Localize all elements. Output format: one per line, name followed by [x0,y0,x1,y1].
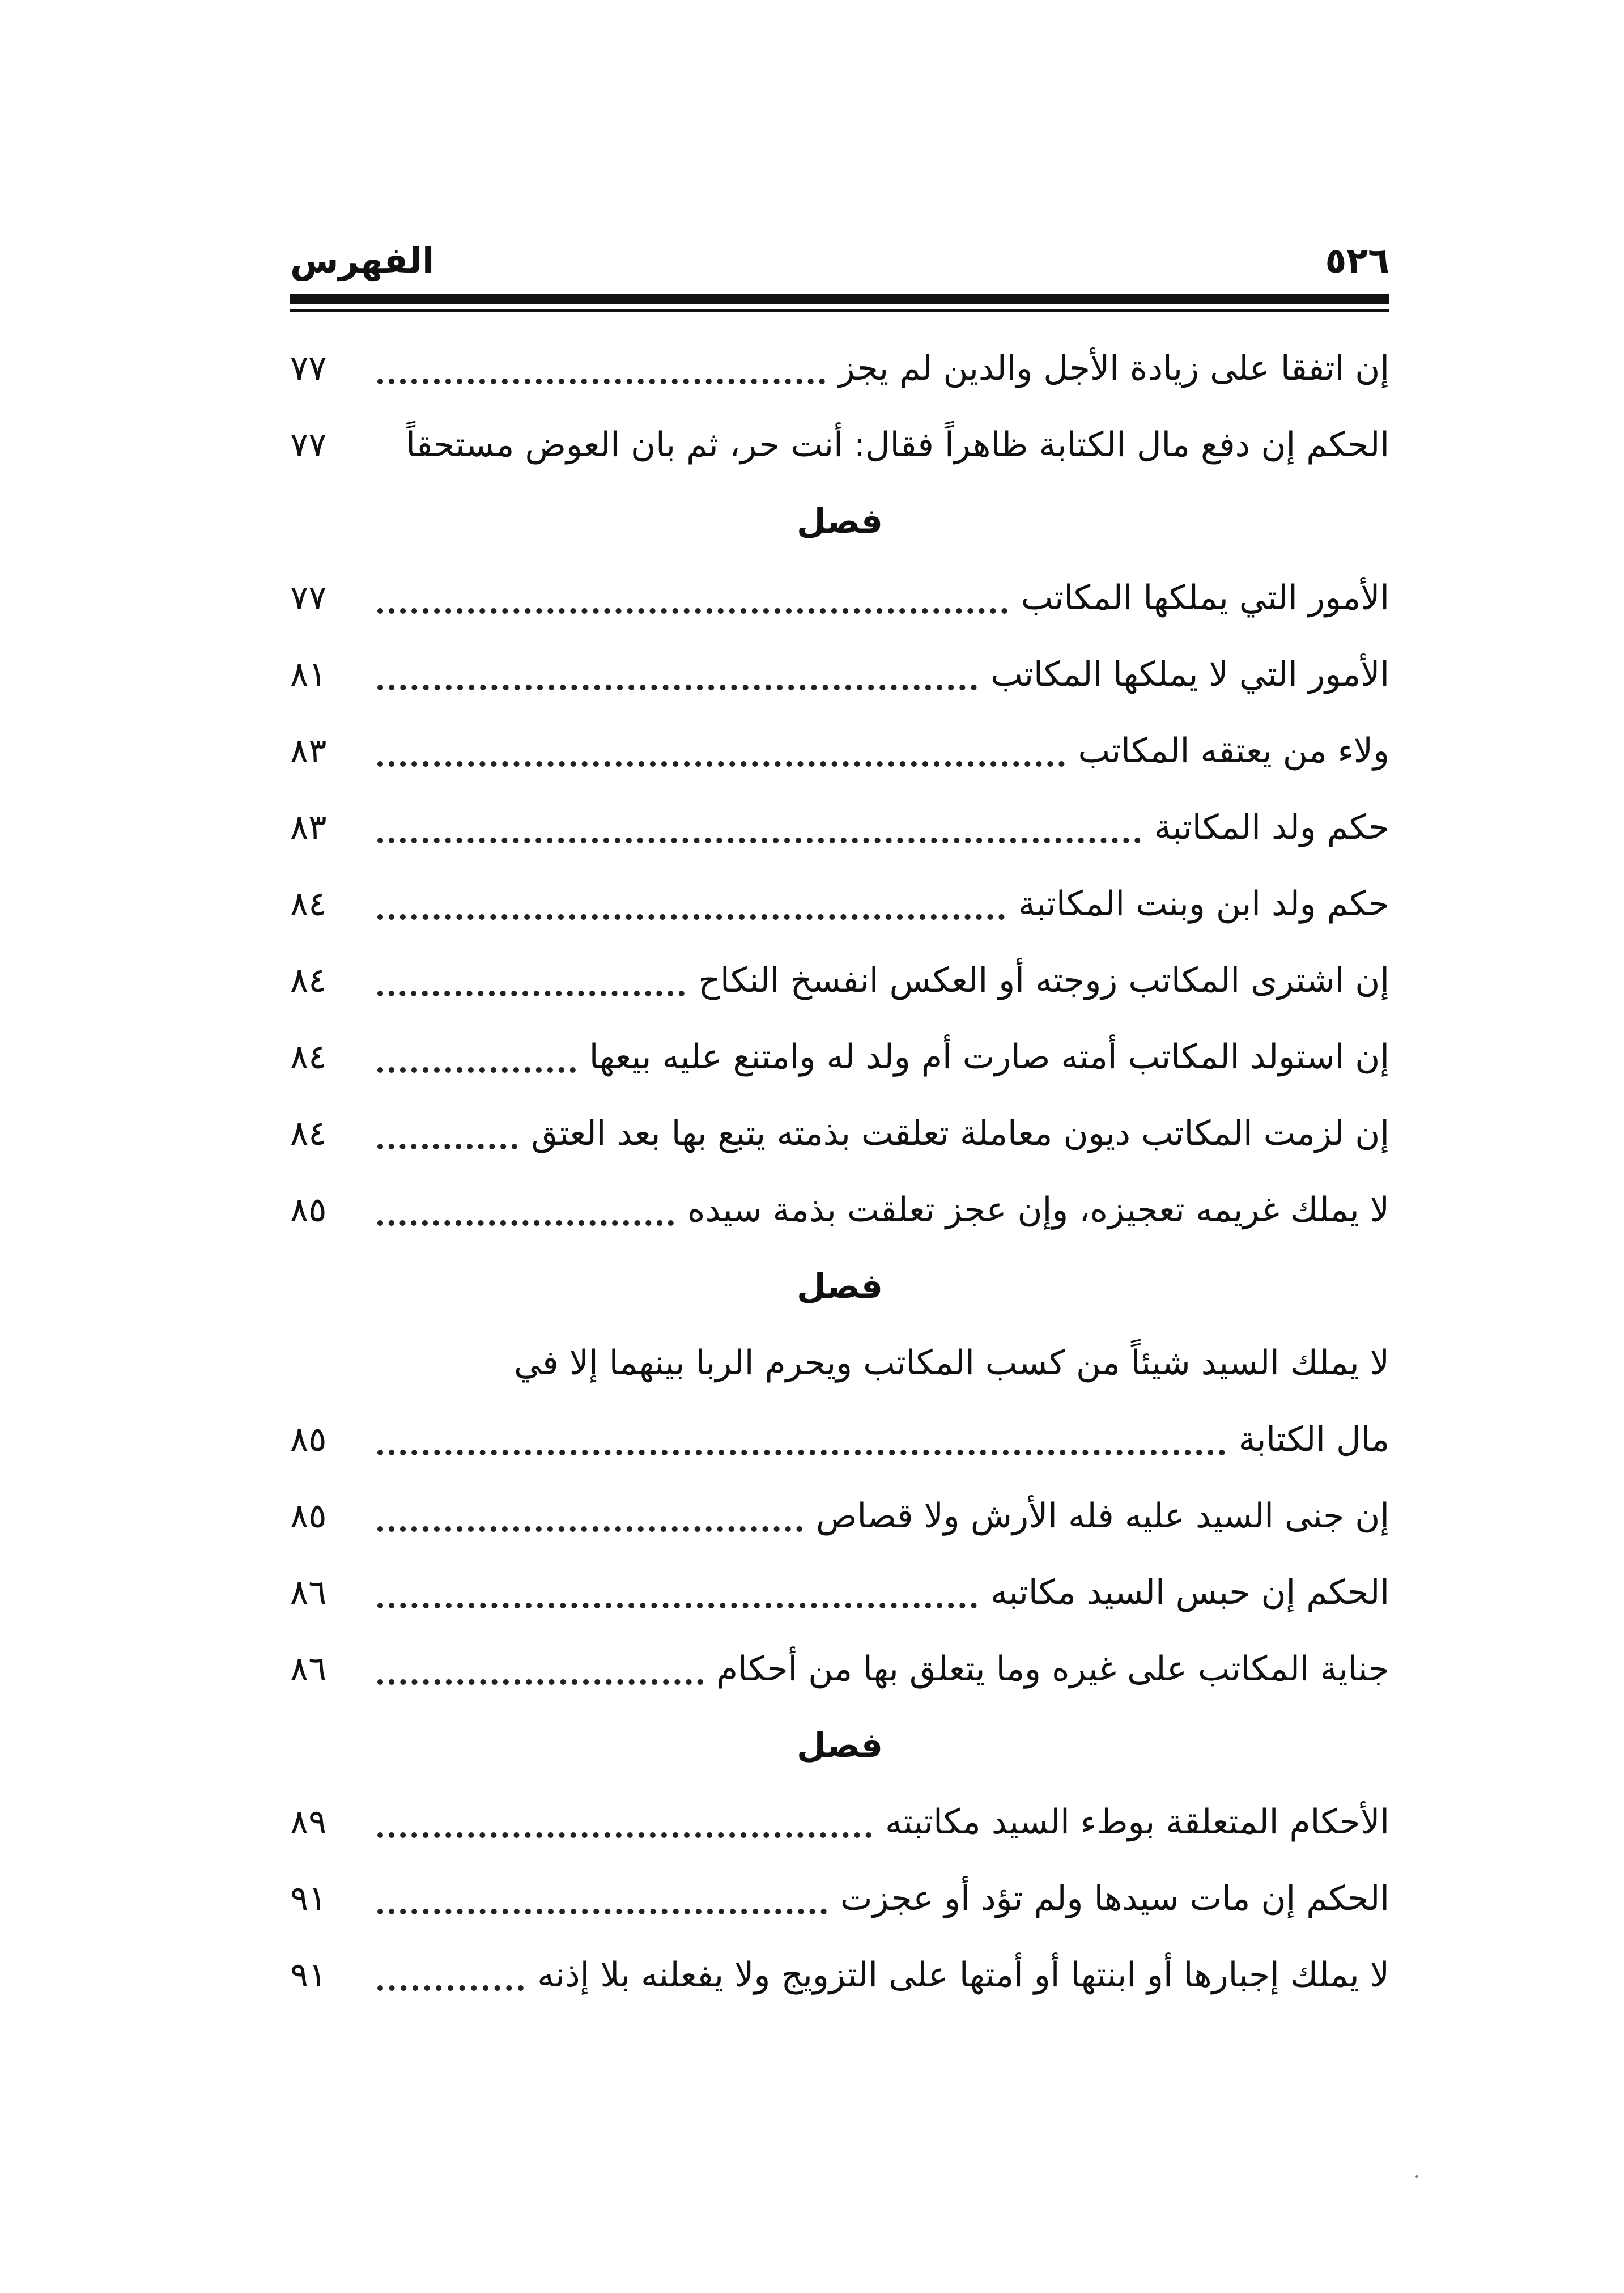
section-heading: فصل [797,502,883,541]
toc-entry-title: الحكم إن مات سيدها ولم تؤد أو عجزت [840,1879,1389,1918]
toc-entry [290,1780,1389,1856]
dot-leader [377,1449,1225,1455]
toc-entry [290,1167,1389,1244]
toc-entry-page: ٨٥ [290,1496,327,1536]
toc-entry [290,708,1389,785]
toc-entry-first-line [290,1320,1389,1397]
toc-entry-page: ٨٥ [290,1420,327,1459]
toc-entry-title: لا يملك السيد شيئاً من كسب المكاتب ويحرم الربا بينهما إلا في [514,1343,1389,1383]
dot-leader [377,1220,674,1226]
toc-entry [290,402,1389,479]
toc-entry-title: لا يملك إجبارها أو ابنتها أو أمتها على التزويج ولا يفعلنه بلا إذنه [537,1955,1389,1995]
toc-entry-page: ٨١ [290,655,327,694]
dot-leader [377,1067,576,1073]
dot-leader [377,684,977,690]
toc-entry [290,1550,1389,1627]
dot-leader [377,1832,871,1838]
toc-entry [290,1014,1389,1091]
section-heading: فصل [797,1726,883,1765]
dot-leader [377,837,1141,843]
toc-entry [290,785,1389,861]
toc-entry [290,1933,1389,2009]
dot-leader [377,761,1065,767]
toc-entry-page: ٨٥ [290,1190,327,1230]
toc-entry-title: جناية المكاتب على غيره وما يتعلق بها من أحكام [716,1649,1389,1689]
toc-entry [290,632,1389,708]
toc-entry-continuation [290,1397,1389,1474]
header-rule-thin [290,309,1389,312]
toc-entry-page: ٨٩ [290,1802,327,1842]
toc-entry-title: لا يملك غريمه تعجيزه، وإن عجز تعلقت بذمة سيده [687,1190,1389,1230]
toc-entry-page: ٨٦ [290,1649,327,1689]
section-heading-row [290,1703,1389,1780]
toc-entry [290,1474,1389,1550]
section-heading: فصل [797,1267,883,1306]
dot-leader [377,378,825,384]
dot-leader [377,1143,517,1149]
toc-entry-page: ٧٧ [290,578,327,618]
toc-entry [290,938,1389,1014]
page-header [290,232,1389,295]
toc-entry-page: ٨٤ [290,1037,327,1077]
dot-leader [377,1985,524,1991]
toc-entry-title: الأحكام المتعلقة بوطء السيد مكاتبته [885,1802,1389,1842]
toc-entry-title: مال الكتابة [1238,1420,1389,1459]
toc-entry-page: ٨٤ [290,1114,327,1153]
toc-entry-title: ولاء من يعتقه المكاتب [1078,731,1389,771]
scan-speck [1415,2175,1418,2178]
toc-entry [290,861,1389,938]
dot-leader [377,914,1005,920]
toc-entry-title: الأمور التي لا يملكها المكاتب [990,655,1389,694]
header-page-number: ٥٢٦ [1325,240,1389,281]
toc-entry-page: ٨٦ [290,1573,327,1612]
header-title: الفهرس [290,240,435,281]
toc-entry-page: ٩١ [290,1879,327,1918]
toc-entry-title: الحكم إن دفع مال الكتابة ظاهراً فقال: أنت حر، ثم بان العوض مستحقاً [406,425,1389,465]
dot-leader [377,990,685,996]
toc-entry-page: ٧٧ [290,349,327,388]
toc-entry-title: حكم ولد المكاتبة [1154,808,1389,847]
table-of-contents [290,326,1389,2009]
toc-entry-title: إن استولد المكاتب أمته صارت أم ولد له وامتنع عليه بيعها [589,1037,1389,1077]
dot-leader [377,1526,802,1532]
dot-leader [377,1602,977,1608]
toc-entry-page: ٨٤ [290,961,327,1000]
toc-entry-page: ٩١ [290,1955,327,1995]
toc-entry [290,555,1389,632]
section-heading-row [290,479,1389,555]
toc-entry-title: إن اشترى المكاتب زوجته أو العكس انفسخ النكاح [698,961,1389,1000]
toc-entry [290,1856,1389,1933]
toc-entry [290,1091,1389,1167]
toc-entry-title: إن اتفقا على زيادة الأجل والدين لم يجز [838,349,1389,388]
toc-entry-title: الحكم إن حبس السيد مكاتبه [990,1573,1389,1612]
toc-entry-page: ٨٤ [290,884,327,924]
toc-entry-title: إن جنى السيد عليه فله الأرش ولا قصاص [815,1496,1389,1536]
toc-entry [290,1627,1389,1703]
section-heading-row [290,1244,1389,1320]
toc-entry-title: الأمور التي يملكها المكاتب [1021,578,1389,618]
toc-entry-page: ٧٧ [290,425,327,465]
header-rule-thick [290,294,1389,304]
toc-entry [290,326,1389,402]
toc-entry-page: ٨٣ [290,731,327,771]
toc-entry-title: حكم ولد ابن وبنت المكاتبة [1018,884,1389,924]
dot-leader [377,608,1007,614]
toc-entry-page: ٨٣ [290,808,327,847]
dot-leader [377,1679,703,1685]
toc-entry-title: إن لزمت المكاتب ديون معاملة تعلقت بذمته يتبع بها بعد العتق [531,1114,1389,1153]
dot-leader [377,1908,827,1914]
